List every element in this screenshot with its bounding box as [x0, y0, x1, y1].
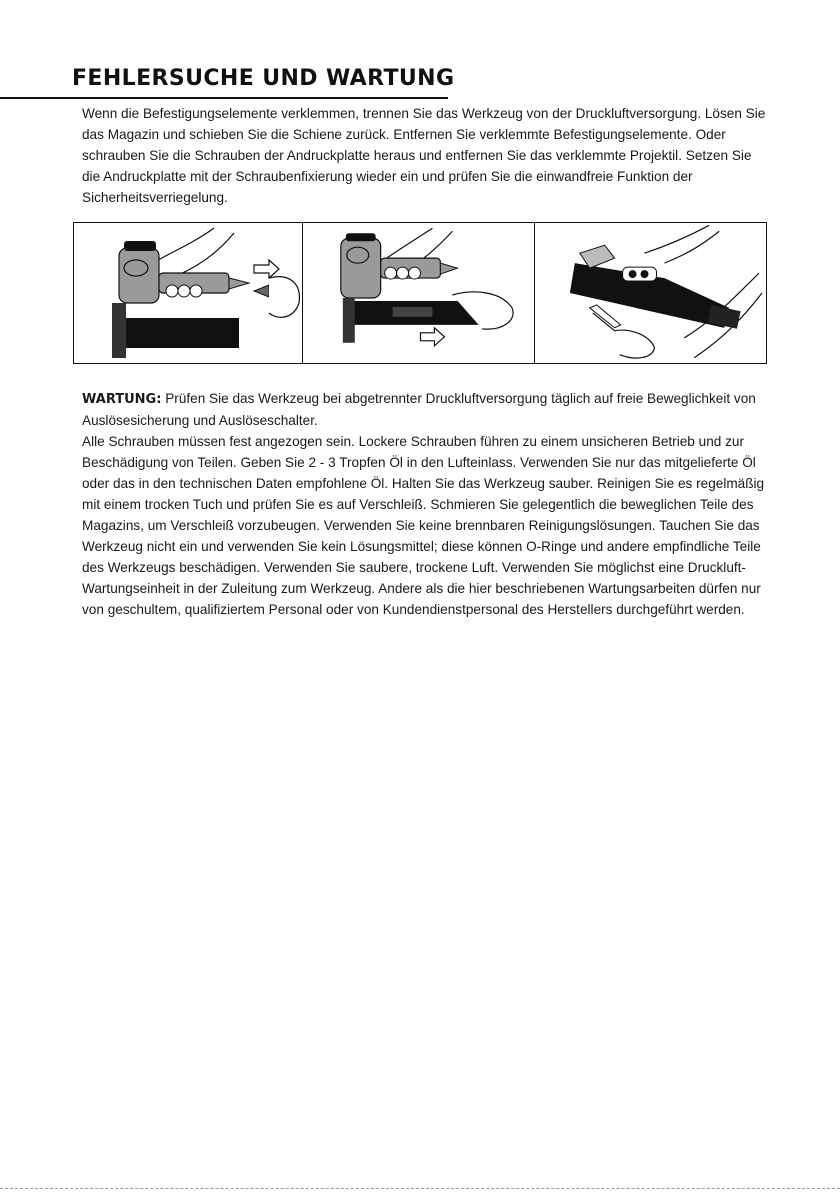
figure-panel-magazine [302, 223, 534, 363]
nailer-remove-jam-pliers-icon [535, 223, 766, 363]
figure-panel-pliers [534, 223, 766, 363]
maintenance-body: Alle Schrauben müssen fest angezogen sein. Lockere Schrauben führen zu einem unsicheren Betrieb und zur Beschädigung von Teilen. Geben Sie 2 - 3 Tropfen Öl in den Lufteinlass. Verwenden Sie nur das mitgelieferte Öl oder das in den technischen Daten empfohlene Öl. Halten Sie das Werkzeug sauber. Reinigen Sie es regelmäßig mit einem trocken Tuch und prüfen Sie es auf Verschleiß. Schmieren Sie gelegentlich die beweglichen Teile des Magazins, um Verschleiß vorzubeugen. Verwenden Sie keine brennbaren Reinigungslösungen. Tauchen Sie das Werkzeug nicht ein und verwenden Sie kein Lösungsmittel; diese können O-Ringe und andere empfindliche Teile des Werkzeugs beschädigen. Verwenden Sie saubere, trockene Luft. Verwenden Sie möglichst eine Druckluft-Wartungseinheit in der Zuleitung zum Werkzeug. Andere als die hier beschriebenen Wartungsarbeiten dürfen nur von geschultem, qualifiziertem Personal oder von Kundendienstpersonal des Herstellers durchgeführt werden. [82, 434, 765, 617]
nailer-disconnect-air-icon [74, 223, 302, 363]
maintenance-lead-text: Prüfen Sie das Werkzeug bei abgetrennter Druckluftversorgung täglich auf freie Beweglichkeit von Auslösesicherung und Auslöseschalter. [82, 391, 756, 428]
intro-paragraph: Wenn die Befestigungselemente verklemmen, trennen Sie das Werkzeug von der Druckluftversorgung. Lösen Sie das Magazin und schieben Sie die Schiene zurück. Entfernen Sie verklemmte Befestigungselemente. Oder schrauben Sie die Schrauben der Andruckplatte heraus und entfernen Sie das verklemmte Projektil. Setzen Sie die Andruckplatte mit der Schraubenfixierung wieder ein und prüfen Sie die einwandfreie Funktion der Sicherheitsverriegelung. [82, 106, 766, 205]
nailer-open-magazine-icon [303, 223, 534, 363]
figure-panel-disconnect [74, 223, 302, 363]
maintenance-intro [82, 388, 772, 431]
page-heading: FEHLERSUCHE UND WARTUNG [72, 66, 455, 91]
maintenance-lead: WARTUNG: [82, 392, 162, 407]
heading-rule [0, 97, 448, 99]
illustration-strip [73, 222, 767, 364]
page-bottom-edge [0, 1188, 840, 1189]
maintenance-section [82, 388, 772, 620]
